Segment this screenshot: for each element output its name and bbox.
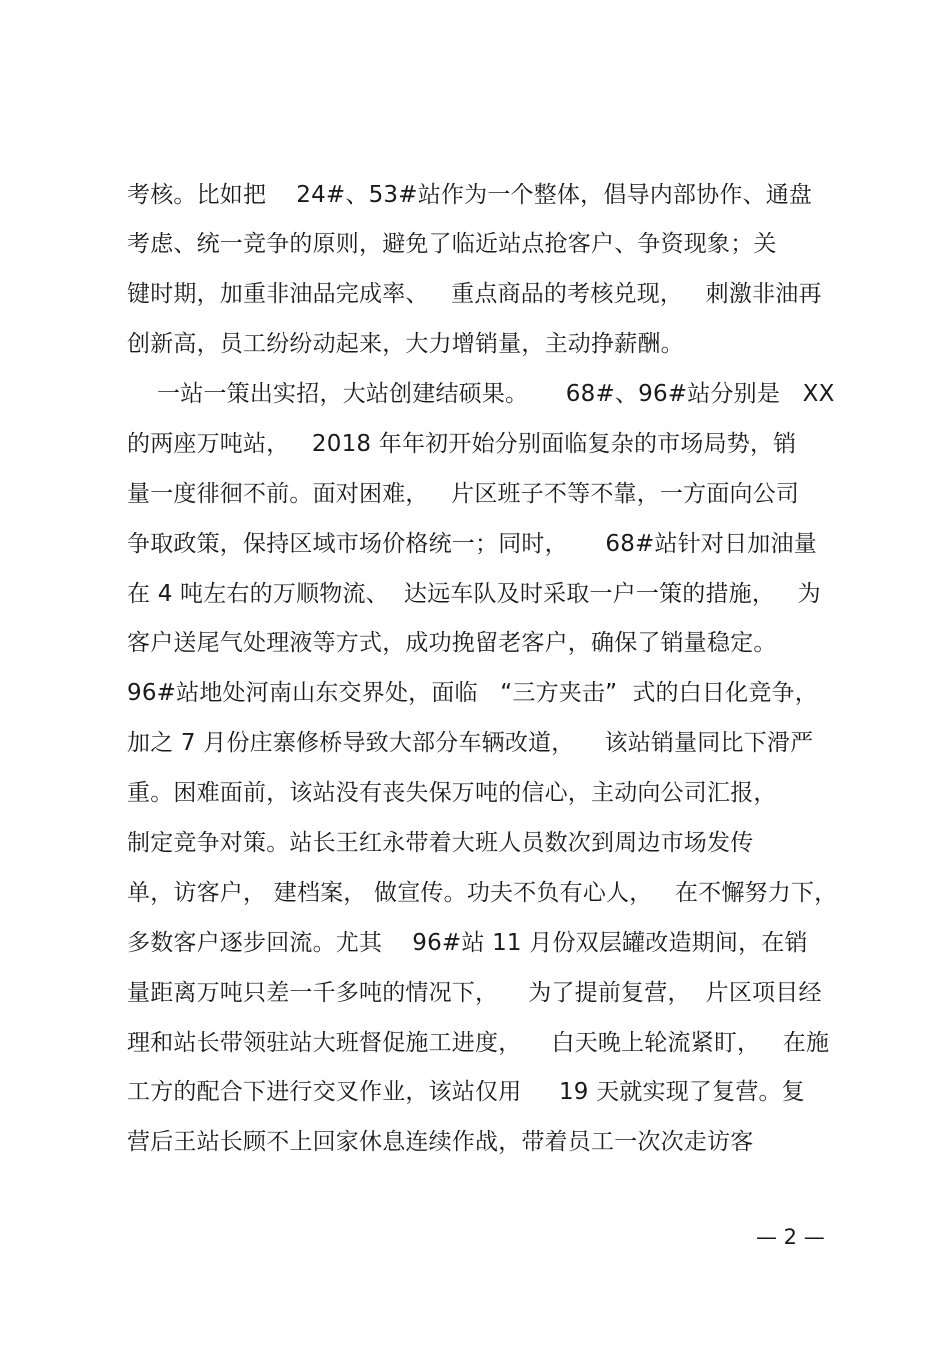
paragraph-line: 多数客户逐步回流。尤其 96#站 11 月份双层罐改造期间，在销: [127, 930, 808, 956]
paragraph-line: 96#站地处河南山东交界处，面临 “三方夹击” 式的白日化竞争，: [127, 680, 818, 706]
paragraph-line: 工方的配合下进行交叉作业，该站仅用 19 天就实现了复营。复: [127, 1079, 805, 1105]
paragraph-line: 单，访客户， 建档案， 做宣传。功夫不负有心人， 在不懈努力下，: [127, 880, 838, 906]
paragraph-line: 客户送尾气处理液等方式，成功挽留老客户，确保了销量稳定。: [127, 630, 777, 656]
paragraph-line: 加之 7 月份庄寨修桥导致大部分车辆改道， 该站销量同比下滑严: [127, 730, 814, 756]
paragraph-line: 创新高，员工纷纷动起来，大力增销量，主动挣薪酬。: [127, 331, 684, 357]
paragraph-line: 量距离万吨只差一千多吨的情况下， 为了提前复营， 片区项目经: [127, 980, 822, 1006]
paragraph-line: 考核。比如把 24#、53#站作为一个整体，倡导内部协作、通盘: [127, 182, 813, 208]
paragraph-line: 一站一策出实招，大站创建结硕果。 68#、96#站分别是 XX: [127, 381, 835, 407]
paragraph-line: 制定竞争对策。站长王红永带着大班人员数次到周边市场发传: [127, 830, 754, 856]
paragraph-line: 键时期，加重非油品完成率、 重点商品的考核兑现， 刺激非油再: [127, 281, 822, 307]
paragraph-line: 的两座万吨站， 2018 年年初开始分别面临复杂的市场局势，销: [127, 431, 797, 457]
paragraph-line: 在 4 吨左右的万顺物流、 达远车队及时采取一户一策的措施， 为: [127, 581, 821, 607]
paragraph-line: 营后王站长顾不上回家休息连续作战，带着员工一次次走访客: [127, 1129, 754, 1155]
paragraph-line: 重。困难面前，该站没有丧失保万吨的信心，主动向公司汇报，: [127, 780, 777, 806]
paragraph-line: 量一度徘徊不前。面对困难， 片区班子不等不靠，一方面向公司: [127, 481, 800, 507]
paragraph-line: 争取政策，保持区域市场价格统一；同时， 68#站针对日加油量: [127, 531, 817, 557]
page-number: — 2 —: [756, 1225, 825, 1249]
paragraph-line: 理和站长带领驻站大班督促施工进度， 白天晚上轮流紧盯， 在施: [127, 1030, 830, 1056]
paragraph-line: 考虑、统一竞争的原则，避免了临近站点抢客户、争资现象；关: [127, 231, 777, 257]
